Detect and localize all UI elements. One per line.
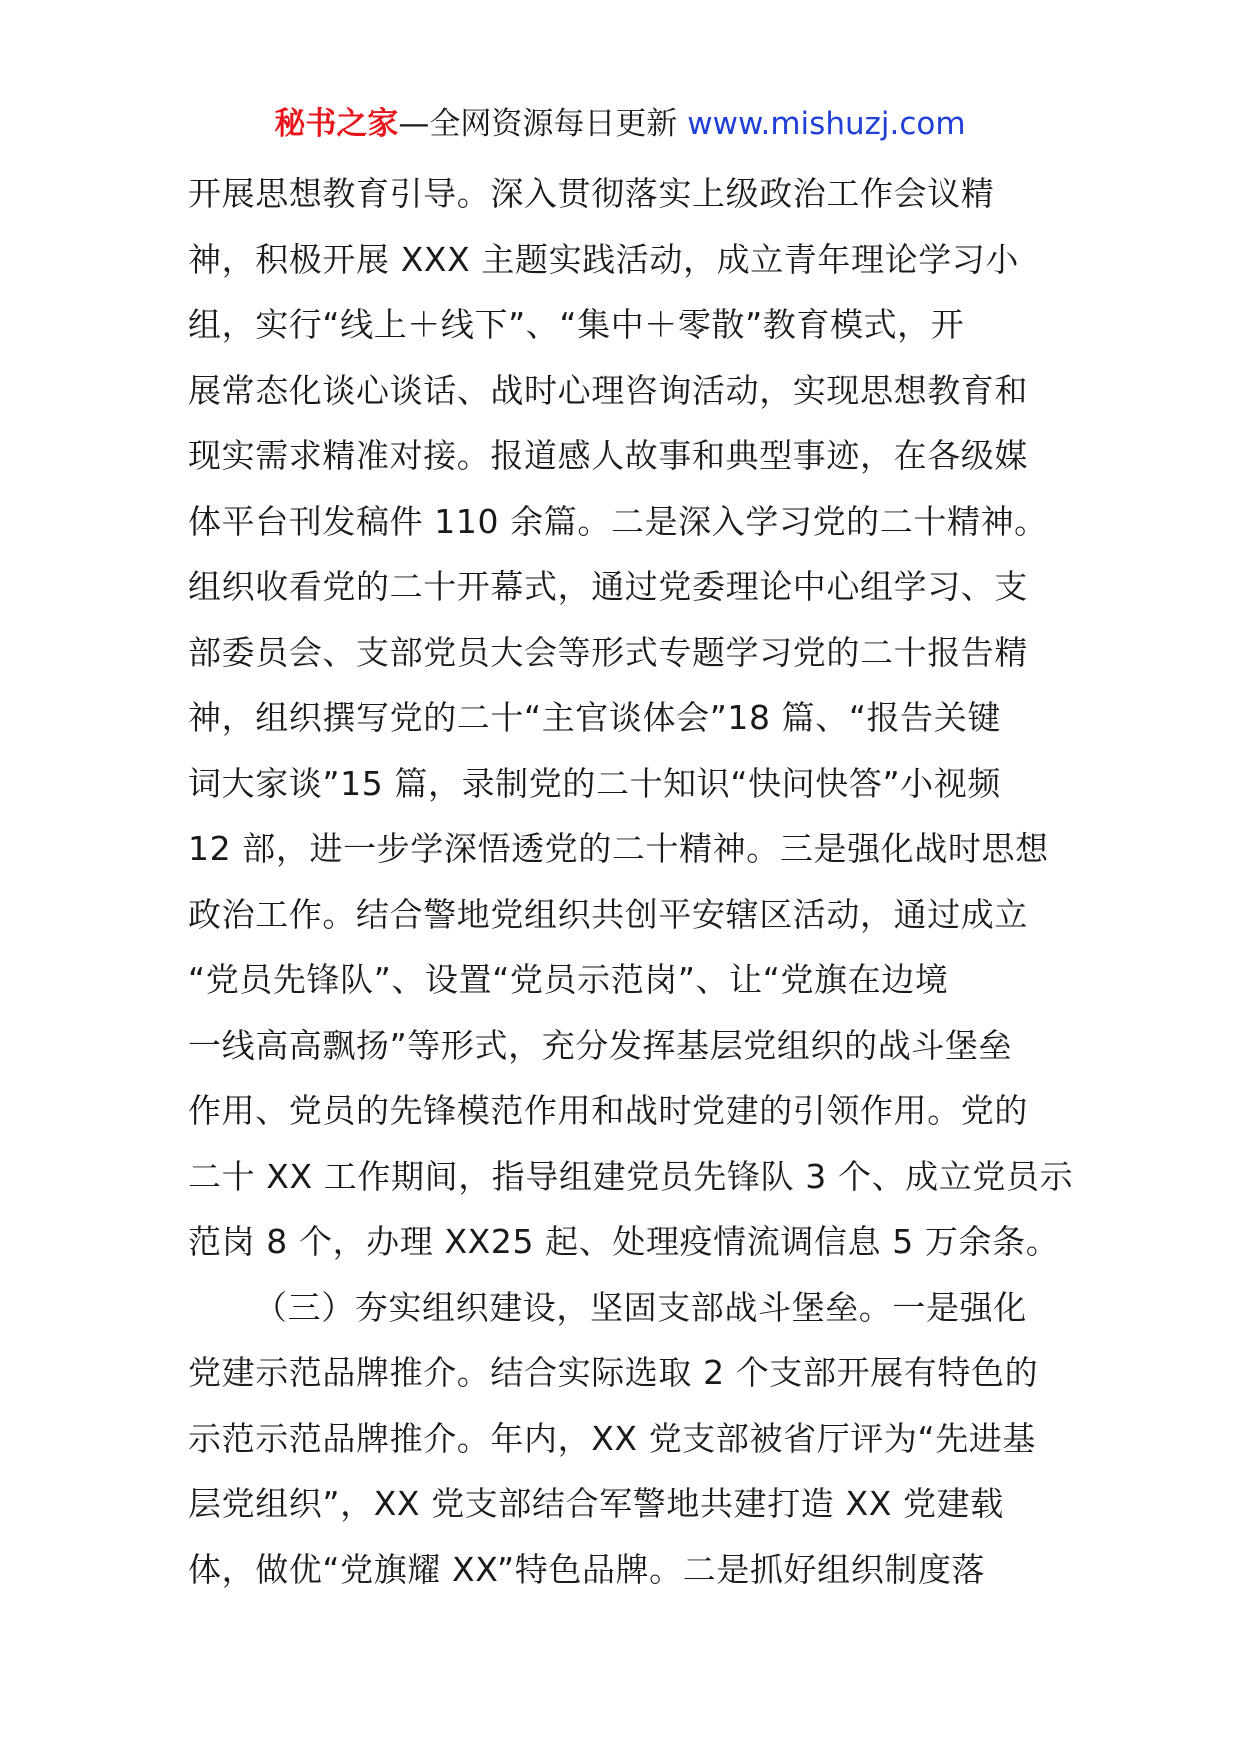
- text-line: 词大家谈”15 篇，录制党的二十知识“快问快答”小视频: [188, 763, 1001, 803]
- text-line: 开展思想教育引导。深入贯彻落实上级政治工作会议精: [188, 174, 995, 213]
- text-line: 12 部，进一步学深悟透党的二十精神。三是强化战时思想: [188, 829, 1049, 868]
- text-line: 体平台刊发稿件 110 余篇。二是深入学习党的二十精神。: [188, 501, 1048, 541]
- text-line: 作用、党员的先锋模范作用和战时党建的引领作用。党的: [188, 1091, 1028, 1130]
- header-slogan: —全网资源每日更新: [398, 106, 678, 142]
- text-line: 组，实行“线上＋线下”、“集中＋零散”教育模式，开: [188, 305, 965, 344]
- text-line: 神，积极开展 XXX 主题实践活动，成立青年理论学习小: [188, 239, 1020, 279]
- header-brand: 秘书之家: [274, 106, 399, 142]
- text-line: 示范示范品牌推介。年内，XX 党支部被省厅评为“先进基: [188, 1418, 1036, 1458]
- text-line: （三）夯实组织建设，坚固支部战斗堡垒。一是强化: [254, 1287, 1027, 1327]
- text-line: 层党组织”，XX 党支部结合军警地共建打造 XX 党建载: [188, 1484, 1004, 1523]
- text-line: 范岗 8 个，办理 XX25 起、处理疫情流调信息 5 万余条。: [188, 1222, 1060, 1261]
- text-line: 一线高高飘扬”等形式，充分发挥基层党组织的战斗堡垒: [188, 1025, 1013, 1065]
- page-header: [0, 102, 1240, 146]
- document-body: [188, 161, 1074, 1602]
- text-line: 部委员会、支部党员大会等形式专题学习党的二十报告精: [188, 632, 1028, 672]
- text-line: 党建示范品牌推介。结合实际选取 2 个支部开展有特色的: [188, 1353, 1039, 1392]
- text-line: 展常态化谈心谈话、战时心理咨询活动，实现思想教育和: [188, 370, 1028, 410]
- text-line: 神，组织撰写党的二十“主官谈体会”18 篇、“报告关键: [188, 698, 1001, 737]
- text-line: 组织收看党的二十开幕式，通过党委理论中心组学习、支: [188, 567, 1028, 606]
- header-url-link[interactable]: www.mishuzj.com: [687, 106, 966, 142]
- text-line: 现实需求精准对接。报道感人故事和典型事迹，在各级媒: [188, 436, 1028, 475]
- text-line: 二十 XX 工作期间，指导组建党员先锋队 3 个、成立党员示: [188, 1156, 1074, 1196]
- text-line: 政治工作。结合警地党组织共创平安辖区活动，通过成立: [188, 894, 1028, 934]
- text-line: “党员先锋队”、设置“党员示范岗”、让“党旗在边境: [188, 960, 949, 999]
- text-line: 体，做优“党旗耀 XX”特色品牌。二是抓好组织制度落: [188, 1549, 986, 1589]
